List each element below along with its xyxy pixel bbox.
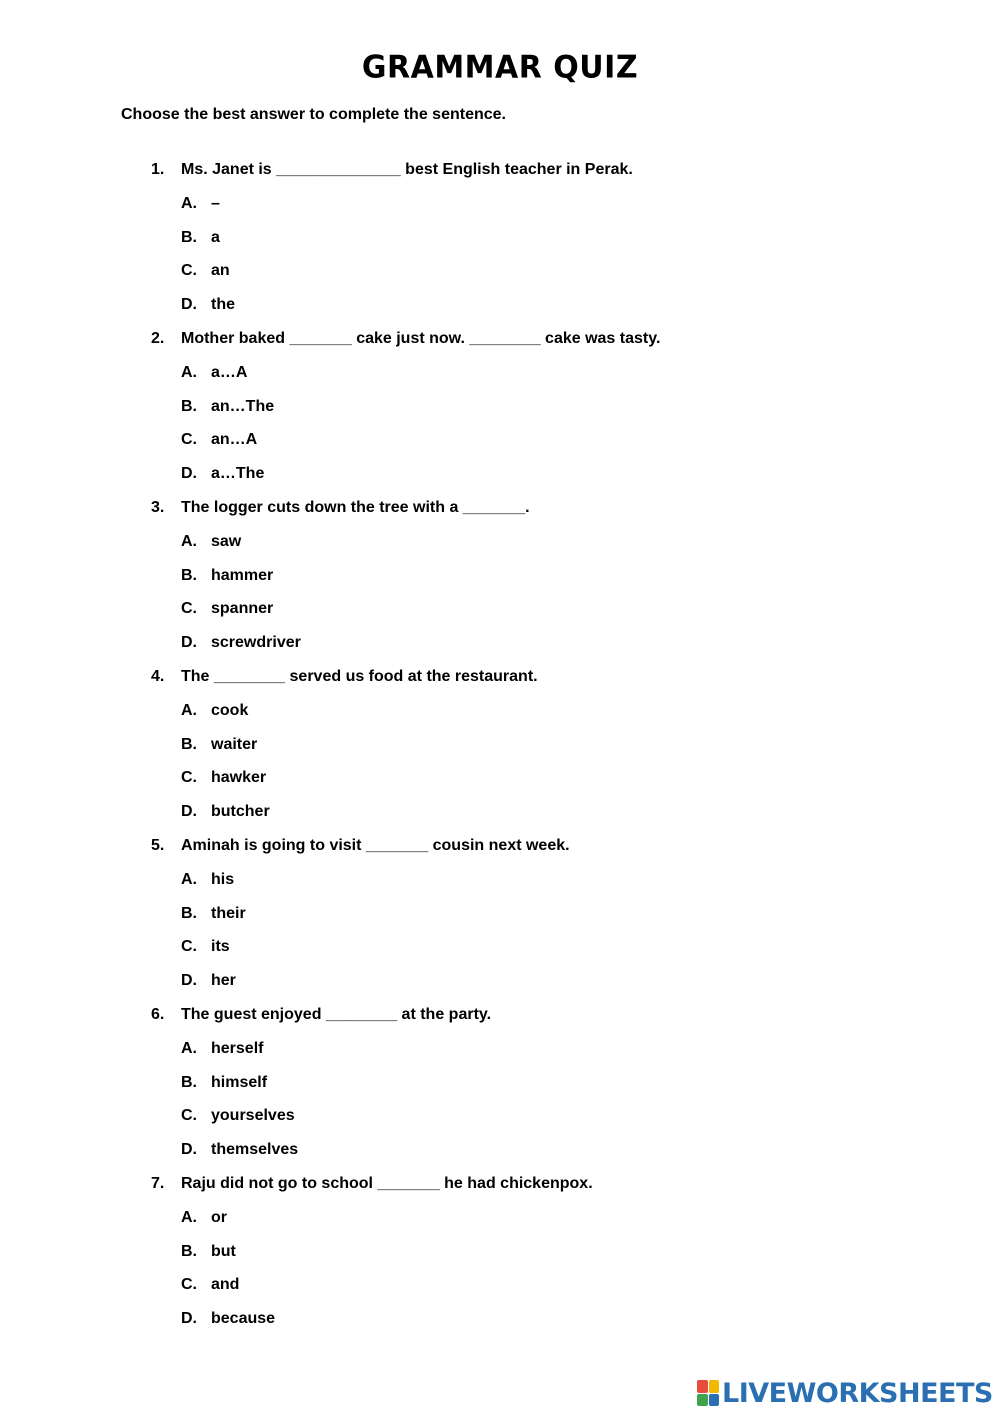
- option-text: hawker: [211, 769, 267, 787]
- logo-square-red: [697, 1380, 708, 1393]
- option-letter: C.: [181, 938, 197, 956]
- option-text: saw: [211, 532, 242, 550]
- option-text: –: [211, 194, 220, 212]
- question-number: 3.: [151, 499, 165, 516]
- question-text: Ms. Janet is ______________ best English teacher in Perak.: [181, 161, 633, 178]
- liveworksheets-logo-icon: [697, 1380, 719, 1406]
- question-text: Raju did not go to school _______ he had chickenpox.: [181, 1175, 593, 1192]
- option-letter: D.: [181, 465, 197, 483]
- option-text: themselves: [211, 1141, 299, 1159]
- option-letter: B.: [181, 735, 197, 753]
- option-letter: C.: [181, 769, 197, 787]
- logo-text: LIVEWORKSHEETS: [722, 1377, 993, 1409]
- option-letter: A.: [181, 701, 197, 719]
- option-text: herself: [211, 1039, 264, 1057]
- question-number: 5.: [151, 837, 165, 854]
- liveworksheets-logo: [697, 1377, 993, 1409]
- option-text: an…The: [211, 397, 275, 415]
- option-text: hammer: [211, 566, 274, 584]
- option-text: their: [211, 904, 246, 922]
- option-letter: B.: [181, 566, 197, 584]
- option-letter: C.: [181, 600, 197, 618]
- option-text: an: [211, 262, 230, 280]
- option-letter: D.: [181, 1141, 197, 1159]
- page-title: GRAMMAR QUIZ: [361, 49, 639, 86]
- option-text: screwdriver: [211, 634, 301, 652]
- option-letter: D.: [181, 634, 197, 652]
- option-letter: A.: [181, 1039, 197, 1057]
- option-text: a…A: [211, 363, 248, 381]
- option-text: a…The: [211, 465, 265, 483]
- option-text: spanner: [211, 600, 274, 618]
- option-letter: A.: [181, 532, 197, 550]
- option-text: a: [211, 228, 220, 246]
- question-text: The ________ served us food at the restaurant.: [181, 668, 538, 685]
- question-text: Mother baked _______ cake just now. ________ cake was tasty.: [181, 330, 661, 347]
- option-text: an…A: [211, 431, 258, 449]
- question-number: 4.: [151, 668, 165, 685]
- question-text: The guest enjoyed ________ at the party.: [181, 1006, 492, 1023]
- option-text: yourselves: [211, 1107, 295, 1125]
- option-text: but: [211, 1242, 236, 1260]
- option-text: because: [211, 1310, 276, 1328]
- option-letter: D.: [181, 972, 197, 990]
- question-text: Aminah is going to visit _______ cousin next week.: [181, 837, 570, 854]
- option-text: her: [211, 972, 236, 990]
- option-text: its: [211, 938, 230, 956]
- option-letter: C.: [181, 1107, 197, 1125]
- option-letter: A.: [181, 870, 197, 888]
- option-text: and: [211, 1276, 240, 1294]
- option-letter: D.: [181, 1310, 197, 1328]
- option-letter: A.: [181, 1208, 197, 1226]
- option-letter: C.: [181, 262, 197, 280]
- question-number: 2.: [151, 330, 165, 347]
- question-number: 1.: [151, 161, 165, 178]
- option-letter: C.: [181, 431, 197, 449]
- option-letter: B.: [181, 397, 197, 415]
- question-text: The logger cuts down the tree with a _______.: [181, 499, 530, 516]
- option-text: the: [211, 296, 235, 314]
- option-letter: D.: [181, 803, 197, 821]
- option-text: his: [211, 870, 235, 888]
- option-letter: A.: [181, 363, 197, 381]
- instruction-text: Choose the best answer to complete the sentence.: [121, 106, 506, 123]
- question-number: 6.: [151, 1006, 165, 1023]
- option-text: waiter: [211, 735, 258, 753]
- option-letter: B.: [181, 228, 197, 246]
- option-text: or: [211, 1208, 227, 1226]
- option-text: himself: [211, 1073, 268, 1091]
- logo-square-yellow: [709, 1380, 720, 1393]
- option-letter: B.: [181, 1073, 197, 1091]
- option-letter: B.: [181, 1242, 197, 1260]
- option-letter: A.: [181, 194, 197, 212]
- question-number: 7.: [151, 1175, 165, 1192]
- option-letter: D.: [181, 296, 197, 314]
- logo-square-green: [697, 1394, 708, 1407]
- option-letter: B.: [181, 904, 197, 922]
- option-letter: C.: [181, 1276, 197, 1294]
- logo-square-blue: [709, 1394, 720, 1407]
- option-text: butcher: [211, 803, 270, 821]
- option-text: cook: [211, 701, 249, 719]
